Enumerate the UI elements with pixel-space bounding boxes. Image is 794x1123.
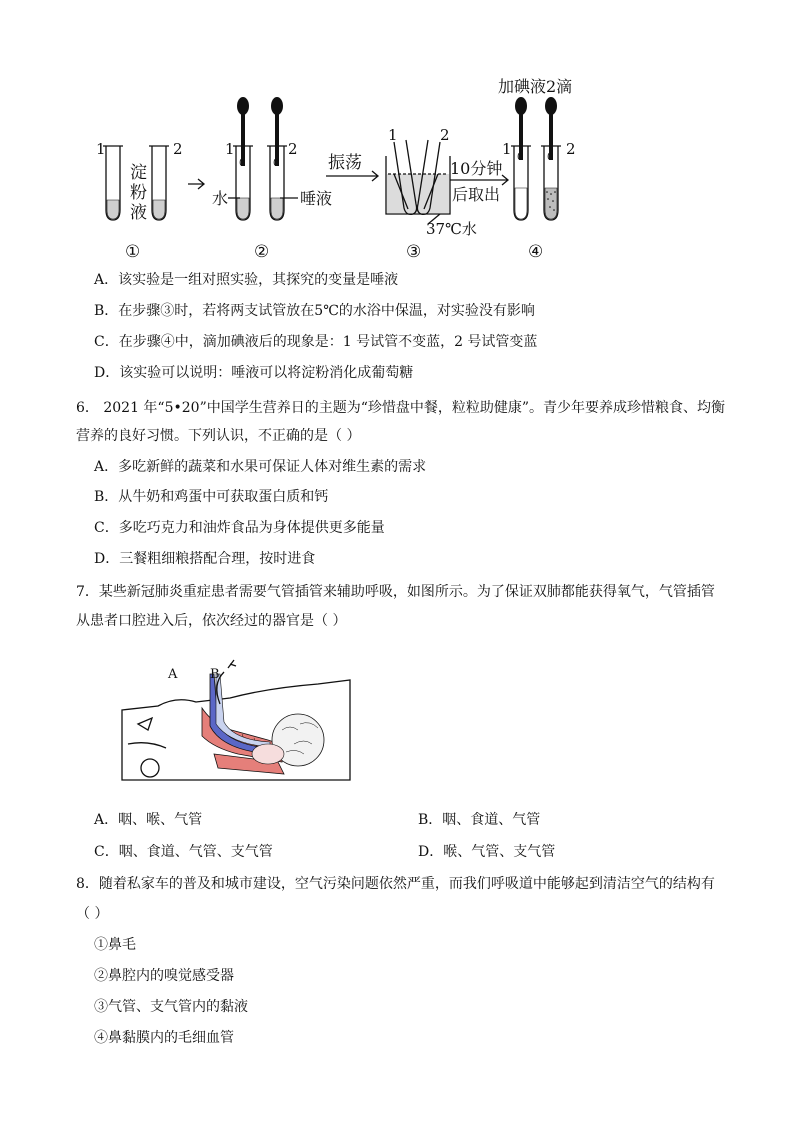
q8-item-1: ①鼻毛 [94, 937, 136, 953]
step3-tube1-number: 1 [388, 126, 398, 144]
q5-option-a: A．该实验是一组对照实验，其探究的变量是唾液 [94, 272, 399, 288]
step2-number: ② [254, 242, 270, 262]
shake-label: 振荡 [328, 153, 362, 173]
step2-tube1-number: 1 [225, 140, 235, 158]
remove-label: 后取出 [452, 185, 501, 204]
bath-temp-label: 37℃水 [426, 220, 477, 238]
q8-stem-line1: 8．随着私家车的普及和城市建设，空气污染问题依然严重，而我们呼吸道中能够起到清洁空气的结构有 [76, 876, 715, 892]
q5-option-d: D．该实验可以说明：唾液可以将淀粉消化成葡萄糖 [94, 365, 414, 381]
iodine-label: 加碘液2滴 [498, 77, 573, 96]
q5-option-c: C．在步骤④中，滴加碘液后的现象是：1 号试管不变蓝，2 号试管变蓝 [94, 334, 538, 350]
water-label: 水 [212, 189, 229, 208]
step2-tube2-number: 2 [288, 140, 298, 158]
q7-option-d: D．喉、气管、支气管 [418, 844, 556, 860]
step4-tube-mark-1: 0 [517, 152, 524, 163]
step1-tube2-number: 2 [173, 140, 183, 158]
q7-option-c: C．咽、食道、气管、支气管 [94, 844, 273, 860]
saliva-label: 唾液 [300, 189, 333, 208]
q6-option-a: A．多吃新鲜的蔬菜和水果可保证人体对维生素的需求 [94, 459, 427, 475]
q5-option-b: B．在步骤③时，若将两支试管放在5℃的水浴中保温，对实验没有影响 [94, 303, 535, 319]
step1-tube1-number: 1 [96, 140, 106, 158]
q6-option-d: D．三餐粗细粮搭配合理，按时进食 [94, 551, 316, 567]
step3-number: ③ [406, 242, 422, 262]
step1-starch-label-3: 液 [130, 203, 147, 223]
intubation-figure [118, 644, 358, 784]
q7-option-a: A．咽、喉、气管 [94, 812, 203, 828]
step1-number: ① [125, 242, 141, 262]
step1-starch-label-2: 粉 [130, 183, 147, 203]
q8-stem-line2: （ ） [76, 906, 109, 922]
step4-tube1-number: 1 [502, 140, 512, 158]
tube-label-b: B [210, 667, 220, 682]
step1-starch-label-1: 淀 [130, 163, 147, 183]
q7-option-b: B．咽、食道、气管 [418, 812, 541, 828]
starch-experiment-figure [88, 74, 608, 264]
step2-tube-mark-1: 0 [239, 158, 246, 169]
q6-option-c: C．多吃巧克力和油炸食品为身体提供更多能量 [94, 520, 385, 536]
q7-stem-line1: 7．某些新冠肺炎重症患者需要气管插管来辅助呼吸，如图所示。为了保证双肺都能获得氧气，气管插管 [76, 584, 715, 600]
step4-tube2-number: 2 [566, 140, 576, 158]
q7-stem-line2: 从患者口腔进入后，依次经过的器官是（ ） [76, 613, 347, 629]
q8-item-2: ②鼻腔内的嗅觉感受器 [94, 968, 234, 984]
q6-option-b: B．从牛奶和鸡蛋中可获取蛋白质和钙 [94, 489, 329, 505]
time-label: 10分钟 [450, 159, 503, 178]
step4-number: ④ [528, 242, 544, 262]
q8-item-4: ④鼻黏膜内的毛细血管 [94, 1030, 234, 1046]
q6-stem-line2: 营养的良好习惯。下列认识，不正确的是（ ） [76, 428, 361, 444]
tube-label-a: A [168, 667, 178, 682]
step2-tube-mark-2: 0 [273, 158, 280, 169]
step3-tube2-number: 2 [440, 126, 450, 144]
step4-tube-mark-2: 0 [547, 152, 554, 163]
q6-stem-line1: 6． 2021 年“5•20”中国学生营养日的主题为“珍惜盘中餐，粒粒助健康”。青少年要养成珍惜粮食、均衡 [76, 400, 726, 416]
q8-item-3: ③气管、支气管内的黏液 [94, 999, 248, 1015]
